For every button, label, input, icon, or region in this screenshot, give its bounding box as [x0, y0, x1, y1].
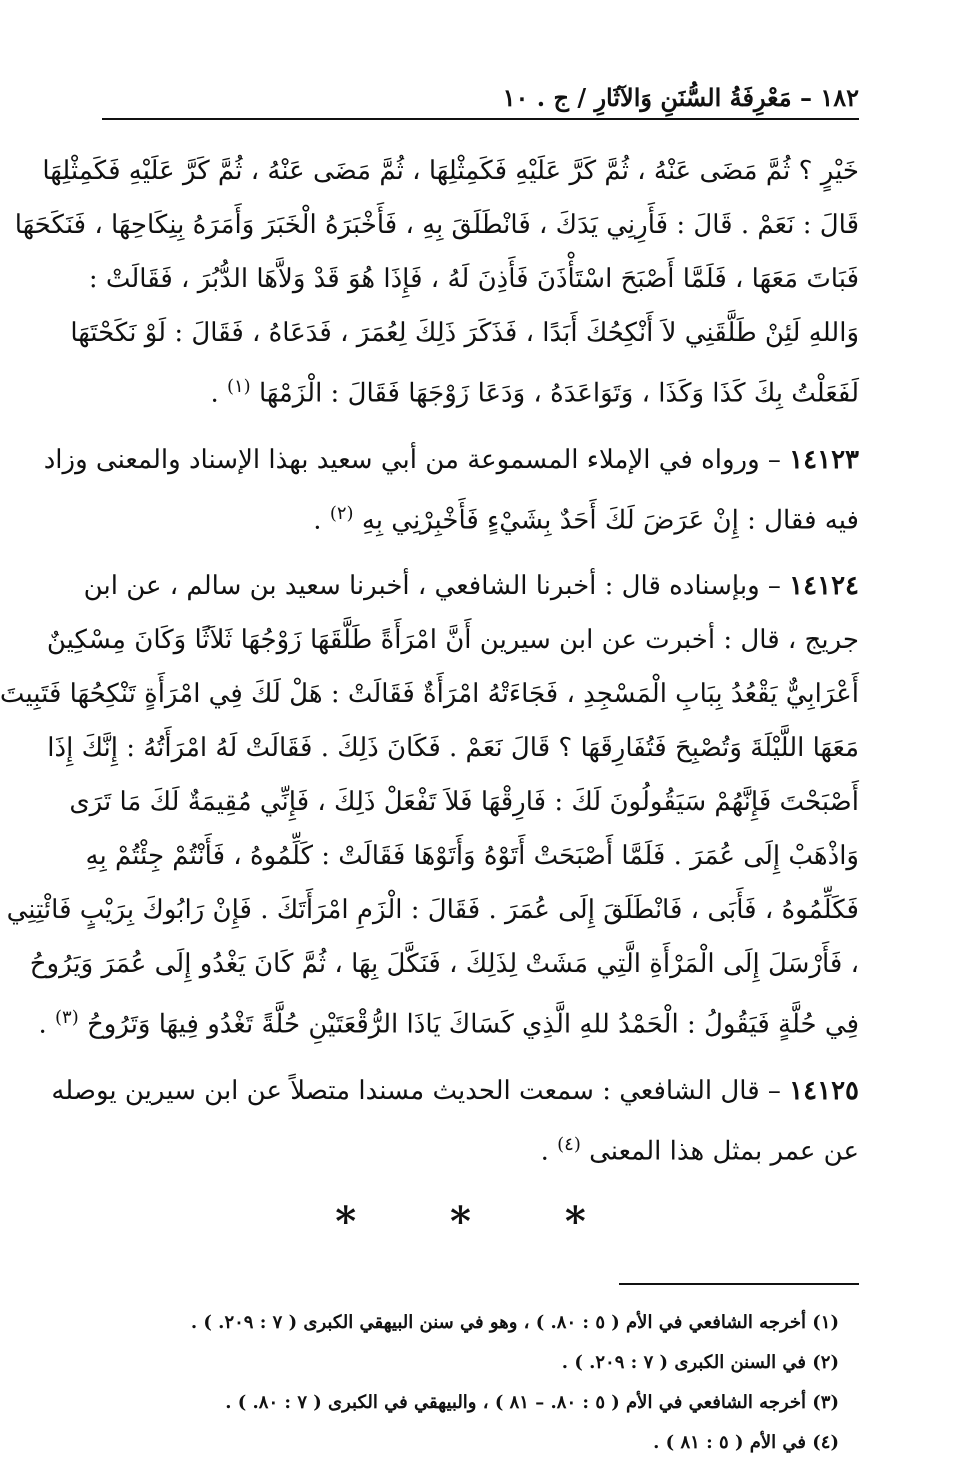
text-line [102, 1118, 859, 1179]
line-text: أَعْرَابِيٌّ يَقْعُدُ بِبَابِ الْمَسْجِدِ ، فَجَاءَتْهُ امْرَأَةٌ فَقَالَتْ : هَلْ لَكَ فِي امْرَأَةٍ تَنْكِحُهَا فَتَبِيتَ [0, 679, 859, 710]
line-text: مَعَهَا اللَّيْلَةَ وَتُصْبِحَ فَتُفَارِقَهَا ؟ قَالَ نَعَمْ . فَكَانَ ذَلِكَ . فَقَالَتْ لَهُ امْرَأَتُهُ : إِنَّكَ إِذَا [47, 733, 859, 764]
paragraph [14, 144, 859, 421]
text-line [70, 306, 859, 360]
line-text: جريج ، قال : أخبرت عن ابن سيرين أَنَّ امْرَأَةً طَلَّقَهَا زَوْجُهَا ثَلاَثًا وَكَانَ مِسْكِينٌ [46, 625, 859, 656]
text-line [14, 198, 859, 252]
hadith-number: ١٤١٢٥ [789, 1075, 859, 1106]
body-text [0, 144, 859, 1179]
book-title: – مَعْرِفَةُ السُّنَنِ وَالآثَارِ / ج . ١٠ [502, 83, 812, 112]
sentence-end: . [540, 1136, 558, 1167]
line-text: وَاللهِ لَئِنْ طَلَّقَنِي لاَ أَنْكِحُكَ أَبَدًا ، فَذَكَرَ ذَلِكَ لِعُمَرَ ، فَدَعَاهُ ، فَقَالَ : لَوْ نَكَحْتَهَا [70, 318, 859, 348]
hadith-number: ١٤١٢٣ [789, 444, 859, 475]
running-header [102, 82, 859, 114]
footnotes [102, 1303, 859, 1463]
line-text: – وبإسناده قال : أخبرنا الشافعي ، أخبرنا سعيد بن سالم ، عن ابن [83, 571, 781, 602]
line-text: – قال الشافعي : سمعت الحديث مسندا متصلاً عن ابن سيرين يوصله [51, 1075, 781, 1106]
text-line [47, 721, 859, 775]
footnote: (٤) في الأم ( ٥ : ٨١ ) . [653, 1431, 839, 1453]
hadith-number: ١٤١٢٤ [789, 571, 859, 602]
footnote-reference: (٢) [329, 502, 354, 524]
line-text: وَاذْهَبْ إِلَى عُمَرَ . فَلَمَّا أَصْبَحَتْ أَتَوْهُ وَأَتَوْهَا فَقَالَتْ : كَلِّمُوهُ ، فَأَنْتُمْ جِئْتُمْ بِهِ [85, 841, 859, 872]
line-text: فيه فقال : إِنْ عَرَضَ لَكَ أَحَدٌ بِشَيْءٍ فَأَخْبِرْنِي بِهِ [361, 505, 859, 536]
sentence-end: . [313, 505, 330, 536]
text-line [102, 487, 859, 548]
text-line [43, 433, 859, 487]
text-line [42, 144, 859, 198]
line-text: قَالَ : نَعَمْ . قَالَ : فَأَرِنِي يَدَكَ ، فَانْطَلَقَ بِهِ ، فَأَخْبَرَهُ الْخَبَرَ وَأَمَرَهُ بِنِكَاحِهَا ، فَنَكَحَهَا [14, 210, 859, 240]
page [0, 82, 859, 1453]
text-line [88, 252, 859, 306]
text-line [0, 667, 859, 721]
text-line [102, 360, 859, 421]
footnote-reference: (١) [226, 376, 251, 397]
line-text: – ورواه في الإملاء المسموعة من أبي سعيد بهذا الإسناد والمعنى وزاد [43, 444, 781, 475]
header-rule [102, 118, 859, 120]
footnote: (٢) في السنن الكبرى ( ٧ : ٢٠٩. ) . [561, 1351, 839, 1373]
section-separator: * * * [335, 1197, 626, 1245]
sentence-end: . [38, 1009, 56, 1040]
paragraph [51, 1064, 859, 1179]
page-number: ١٨٢ [820, 83, 859, 112]
line-text: فَبَاتَ مَعَهَا ، فَلَمَّا أَصْبَحَ اسْتَأْذَنَ فَأَذِنَ لَهُ ، فَإِذَا هُوَ قَدْ وَلاَّهَا الدُّبُرَ ، فَقَالَتْ : [88, 264, 859, 294]
text-line [83, 559, 859, 613]
line-text: فِي حُلَّةٍ فَيَقُولُ : الْحَمْدُ للهِ الَّذِي كَسَاكَ يَاذَا الرُّقْعَتَيْنِ حُلَّةً تَغْدُو فِيهَا وَتَرُوحُ [87, 1009, 859, 1040]
footnote-rule [619, 1283, 859, 1285]
line-text: خَيْرٍ ؟ ثُمَّ مَضَى عَنْهُ ، ثُمَّ كَرَّ عَلَيْهِ فَكَمِثْلِهَا ، ثُمَّ مَضَى عَنْهُ ، ثُمَّ كَرَّ عَلَيْهِ فَكَمِثْلِهَا [42, 156, 859, 186]
text-line [46, 613, 859, 667]
text-line [51, 1064, 859, 1118]
line-text: لَفَعَلْتُ بِكَ كَذَا وَكَذَا ، وَتَوَاعَدَهُ ، وَدَعَا زَوْجَهَا فَقَالَ : الْزَمْهَا [258, 378, 859, 409]
line-text: ، فَأَرْسَلَ إِلَى الْمَرْأَةِ الَّتِي مَشَتْ لِذَلِكَ ، فَنَكَّلَ بِهَا ، ثُمَّ كَانَ يَغْدُو إِلَى عُمَرَ وَيَرُوحُ [29, 949, 859, 980]
line-text: فَكَلِّمُوهُ ، فَأَبَى ، فَانْطَلَقَ إِلَى عُمَرَ . فَقَالَ : الْزَمِ امْرَأَتَكَ . فَإِنْ رَابُوكَ بِرَيْبٍ فَائْتِنِي [6, 895, 859, 926]
line-text: أَصْبَحْتَ فَإِنَّهُمْ سَيَقُولُونَ لَكَ : فَارِقْهَا فَلاَ تَفْعَلْ ذَلِكَ ، فَإِنِّي مُقِيمَةٌ لَكَ مَا تَرَى [69, 787, 859, 818]
text-line [69, 775, 859, 829]
text-line [29, 937, 859, 991]
text-line [38, 991, 859, 1052]
text-line [85, 829, 859, 883]
footnote: (٣) أخرجه الشافعي في الأم ( ٥ : ٨٠. – ٨١ ) ، والبيهقي في الكبرى ( ٧ : ٨٠. ) . [225, 1391, 839, 1413]
sentence-end: . [210, 378, 227, 409]
line-text: عن عمر بمثل هذا المعنى [589, 1136, 859, 1167]
paragraph [0, 559, 859, 1052]
paragraph [43, 433, 859, 548]
text-line [6, 883, 859, 937]
footnote-reference: (٤) [557, 1133, 581, 1155]
footnote-reference: (٣) [55, 1007, 79, 1029]
footnote: (١) أخرجه الشافعي في الأم ( ٥ : ٨٠. ) ، وهو في سنن البيهقي الكبرى ( ٧ : ٢٠٩. ) . [190, 1311, 839, 1333]
